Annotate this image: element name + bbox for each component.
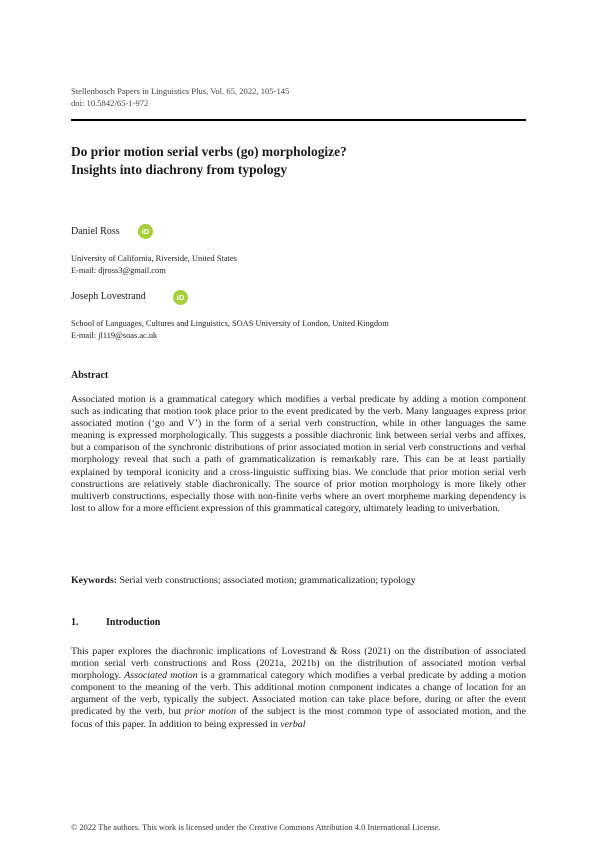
affiliation-text: School of Languages, Cultures and Linguistics, SOAS University of London, United Kingdom	[71, 319, 389, 328]
intro-text: is a grammatical category which modifies a verbal predicate by adding a motion component to the meaning of the verb. This additional motion component indicates a change of location for an argument of the verb, typically the subject. Associated motion can take place before, during or after the event predicated by the verb, but	[71, 670, 527, 718]
orcid-icon[interactable]: iD	[173, 290, 188, 305]
license-footer: © 2022 The authors. This work is licensed under the Creative Commons Attribution 4.0 International License.	[71, 823, 441, 832]
section-number: 1.	[71, 617, 79, 628]
header-rule	[71, 119, 526, 121]
section-heading: Introduction	[106, 617, 161, 628]
journal-citation	[71, 85, 289, 109]
email-link[interactable]: E-mail: djross3@gmail.com	[71, 266, 166, 275]
affiliation-text: University of California, Riverside, United States	[71, 254, 237, 263]
keywords-text: Serial verb constructions; associated motion; grammaticalization; typology	[119, 575, 416, 586]
intro-text: This paper explores the diachronic implications of Lovestrand & Ross (2021) on the distribution of associated motion serial verb constructions and Ross (2021a, 2021b) on the distribution of associated motion verbal morphology.	[71, 646, 526, 682]
abstract-text: Associated motion is a grammatical category which modifies a verbal predicate by adding a motion component such as indicating that motion took place prior to the event predicated by the verb. Many languages express prior associated motion (‘go and V’) in the form of a serial verb construction, while in other languages the same meaning is expressed morphologically. This suggests a possible diachronic link between serial verbs and affixes, but a comparison of the synchronic distributions of prior associated motion in serial verb constructions and verbal morphology reveal that such a path of grammaticalization is remarkably rare. This can be at least partially explained by temporal iconicity and a cross-linguistic suffixing bias. We conclude that prior motion serial verb constructions are relatively stable diachronically. The source of prior motion morphology is more likely other multiverb constructions, especially those with non-finite verbs where an overt morpheme marking dependency is lost to allow for a more efficient expression of this grammatical category, ultimately leading to univerbation.	[71, 394, 526, 514]
paper-title	[71, 143, 526, 179]
journal-name: Stellenbosch Papers in Linguistics Plus, Vol. 65, 2022, 105-145	[71, 86, 290, 96]
author-name-1: Daniel Ross	[71, 226, 120, 237]
abstract-heading: Abstract	[71, 370, 109, 381]
email-link[interactable]: E-mail: jl119@soas.ac.uk	[71, 331, 158, 340]
intro-term: prior motion	[184, 706, 237, 718]
author-name-2: Joseph Lovestrand	[71, 291, 146, 302]
keywords	[71, 575, 526, 586]
author-affiliation-2	[71, 318, 389, 342]
intro-term: Associated motion	[124, 670, 198, 682]
title-line-1: Do prior motion serial verbs (go) morphologize?	[71, 144, 347, 159]
orcid-icon[interactable]: iD	[138, 224, 153, 239]
doi[interactable]: doi: 10.5842/65-1-972	[71, 98, 149, 108]
intro-paragraph	[71, 646, 526, 731]
intro-term: verbal	[280, 718, 306, 730]
title-line-2: Insights into diachrony from typology	[71, 162, 288, 177]
author-affiliation-1	[71, 253, 237, 277]
keywords-label: Keywords:	[71, 575, 118, 586]
intro-text: of the subject is the most common type of associated motion, and the focus of this paper. In addition to being expressed in	[71, 706, 526, 730]
